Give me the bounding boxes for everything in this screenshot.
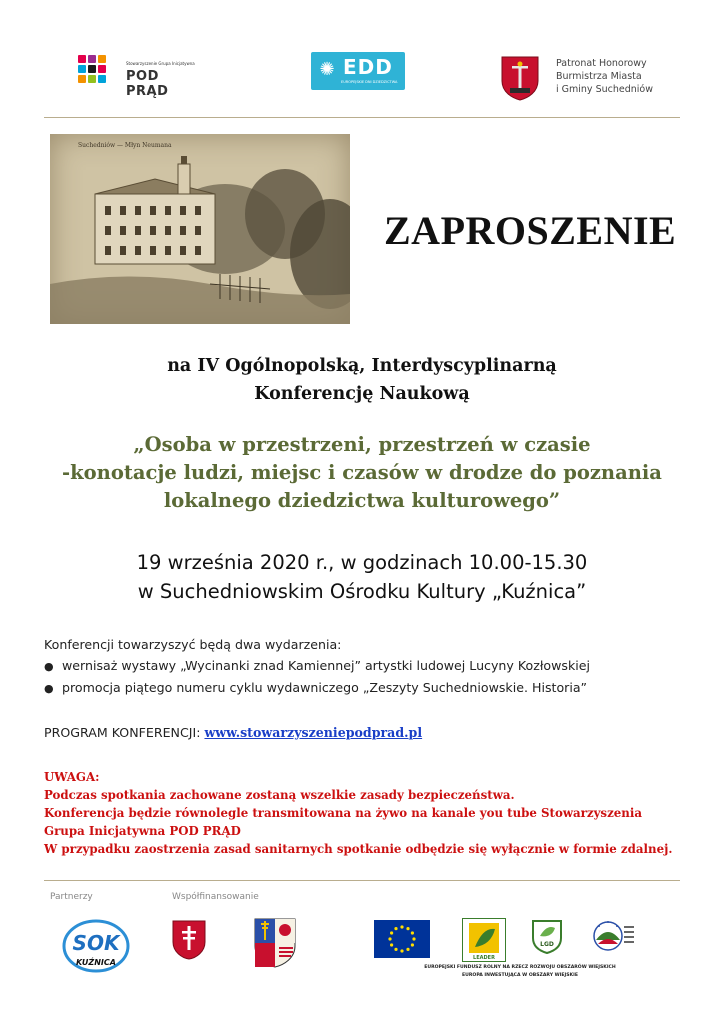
warning-line-4: W przypadku zaostrzenia zasad sanitarnych spotkanie odbędzie się wyłącznie w formie zdalnej. (44, 842, 673, 856)
eu-note-line-1: EUROPEJSKI FUNDUSZ ROLNY NA RZECZ ROZWOJU OBSZARÓW WIEJSKICH (424, 965, 616, 970)
eu-note-line-2: EUROPA INWESTUJĄCA W OBSZARY WIEJSKIE (462, 973, 578, 978)
footer-divider (44, 880, 680, 881)
accompanying-item-text: promocja piątego numeru cyklu wydawniczego „Zeszyty Suchedniowskie. Historia” (62, 680, 588, 695)
pod-prad-tagline: Stowarzyszenie Grupa Inicjatywna (126, 61, 195, 66)
conference-line-1: na IV Ogólnopolską, Interdyscyplinarną (167, 356, 557, 376)
leader-logo (462, 918, 506, 962)
warning-heading: UWAGA: (44, 770, 100, 784)
sok-name: SOK (72, 931, 120, 955)
lgd-logo (530, 918, 564, 954)
topic-line-2: -konotacje ludzi, miejsc i czasów w drodze do poznania (62, 461, 662, 484)
pod-prad-squares-icon (78, 55, 114, 91)
conference-line-2: Konferencję Naukową (254, 384, 470, 404)
invitation-title: ZAPROSZENIE (384, 208, 677, 253)
patron-line-2: Burmistrza Miasta (556, 71, 642, 82)
event-date: 19 września 2020 r., w godzinach 10.00-15.30 (136, 551, 588, 574)
conference-name (0, 352, 724, 408)
warning-line-2: Konferencja będzie równolegle transmitowana na żywo na kanale you tube Stowarzyszenia (44, 806, 642, 820)
edd-star-icon: ✺ (319, 59, 335, 80)
prow-logo (590, 914, 636, 960)
powiat-coat-of-arms-icon (172, 920, 206, 960)
voivodeship-coat-of-arms-icon (254, 918, 296, 968)
bullet-icon: ● (44, 660, 54, 673)
honorary-patronage (556, 57, 653, 96)
accompanying-item (44, 658, 590, 673)
eu-fund-note (400, 964, 640, 980)
bullet-icon: ● (44, 682, 54, 695)
cofinancing-label: Współfinansowanie (172, 892, 259, 902)
warning-block (44, 768, 672, 858)
leader-text: LEADER (473, 955, 495, 961)
accompanying-intro: Konferencji towarzyszyć będą dwa wydarzenia: (44, 637, 342, 652)
accompanying-item (44, 680, 587, 695)
warning-line-1: Podczas spotkania zachowane zostaną wszelkie zasady bezpieczeństwa. (44, 788, 515, 802)
program-row (44, 725, 422, 740)
topic-line-3: lokalnego dziedzictwa kulturowego” (163, 489, 561, 512)
header-divider (44, 117, 680, 118)
program-link[interactable]: www.stowarzyszeniepodprad.pl (204, 725, 423, 740)
program-label: PROGRAM KONFERENCJI: (44, 725, 205, 740)
sok-subtitle: KUŹNICA (76, 958, 116, 967)
eu-stars-icon (374, 920, 430, 958)
pod-prad-logo (78, 55, 198, 99)
edd-name: EDD (343, 55, 393, 79)
conference-topic (0, 431, 724, 515)
lgd-text: LGD (540, 941, 554, 948)
topic-line-1: „Osoba w przestrzeni, przestrzeń w czasie (133, 433, 591, 456)
patron-line-1: Patronat Honorowy (556, 58, 647, 69)
warning-line-3: Grupa Inicjatywna POD PRĄD (44, 824, 241, 838)
pod-prad-name: POD PRĄD (126, 69, 169, 99)
edd-logo (311, 52, 405, 90)
partners-label: Partnerzy (50, 892, 93, 902)
event-details (0, 548, 724, 606)
event-place: w Suchedniowskim Ośrodku Kultury „Kuźnica” (137, 580, 587, 603)
edd-subtitle: EUROPEJSKIE DNI DZIEDZICTWA (341, 80, 398, 84)
mill-illustration (50, 134, 350, 324)
leader-leaf-icon (463, 919, 505, 961)
suchedniow-coat-of-arms-icon (500, 55, 540, 101)
historic-mill-photo (50, 134, 350, 324)
eu-flag-icon (374, 920, 430, 958)
patron-line-3: i Gminy Suchedniów (556, 84, 653, 95)
sok-kuznica-logo (62, 918, 130, 976)
accompanying-item-text: wernisaż wystawy „Wycinanki znad Kamiennej” artystki ludowej Lucyny Kozłowskiej (62, 658, 591, 673)
photo-caption: Suchedniów — Młyn Neumana (78, 142, 172, 149)
